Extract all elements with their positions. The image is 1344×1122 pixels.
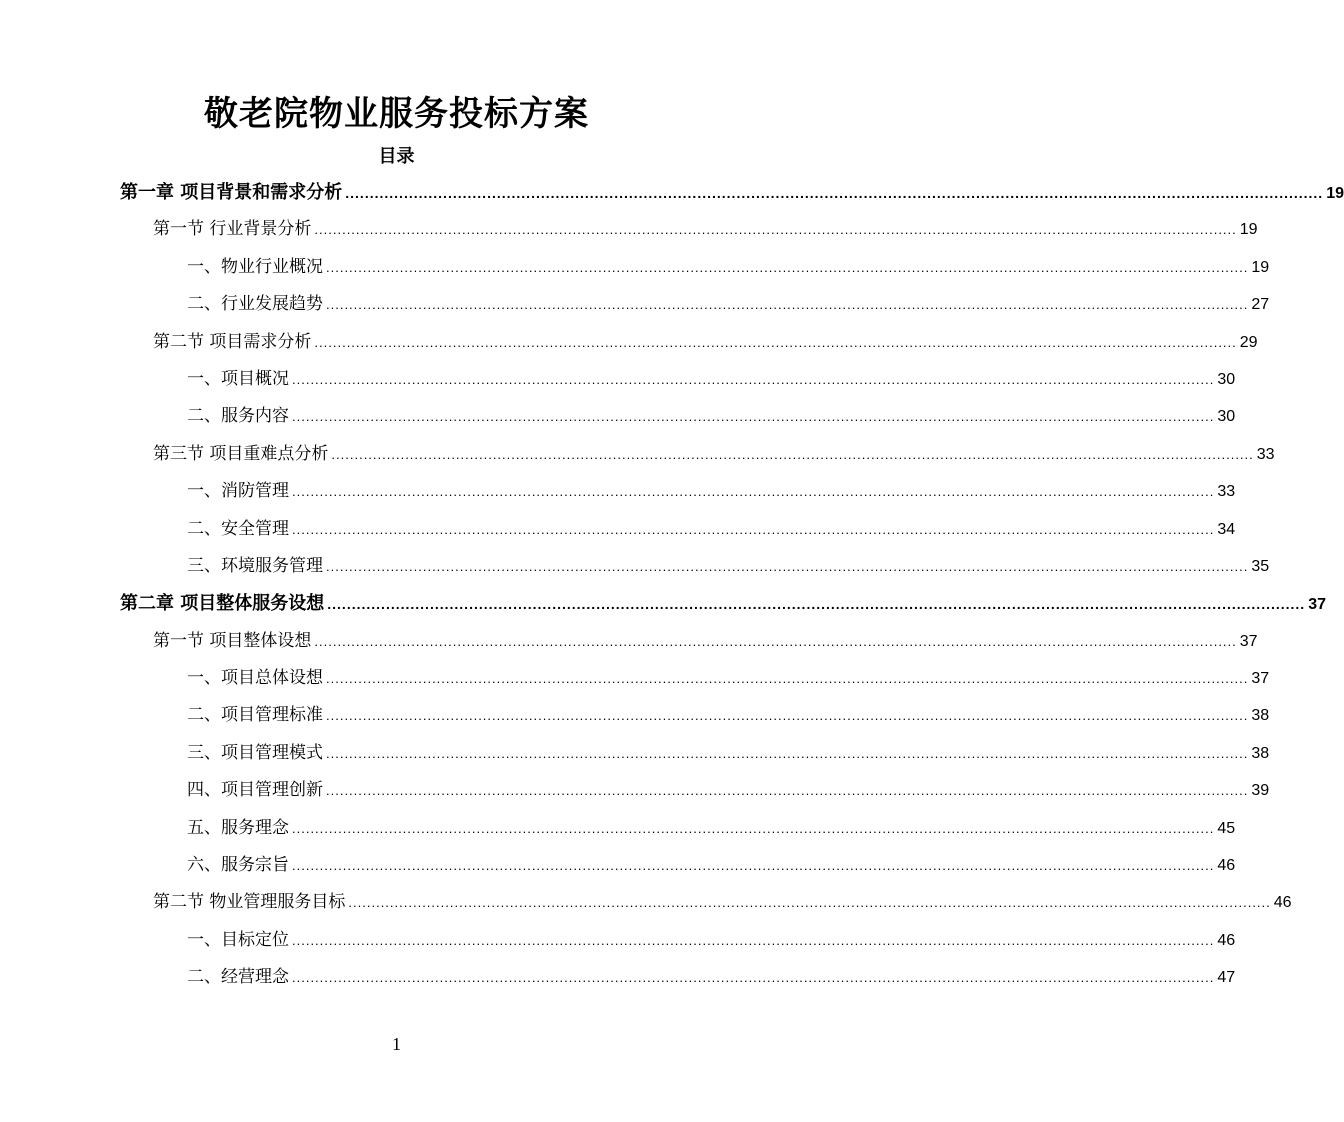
toc-entry-label: 第二章 项目整体服务设想 bbox=[120, 593, 325, 615]
toc-dot-leader: ........................................................................................................................................................................................................ bbox=[292, 970, 1215, 986]
table-of-contents bbox=[0, 174, 1344, 997]
toc-entry-subsection[interactable] bbox=[0, 735, 1270, 772]
toc-dot-leader: ........................................................................................................................................................................................................ bbox=[326, 259, 1249, 275]
toc-page-number: 19 bbox=[1239, 221, 1258, 239]
toc-entry-label: 第三节 项目重难点分析 bbox=[153, 443, 329, 464]
toc-entry-subsection[interactable] bbox=[0, 548, 1270, 585]
toc-page-number: 29 bbox=[1239, 333, 1258, 351]
toc-heading: 目录 bbox=[378, 146, 415, 167]
toc-entry-label: 第二节 项目需求分析 bbox=[153, 331, 312, 352]
toc-dot-leader: ........................................................................................................................................................................................................ bbox=[314, 222, 1237, 238]
toc-page-number: 37 bbox=[1239, 632, 1258, 650]
toc-dot-leader: ........................................................................................................................................................................................................ bbox=[292, 484, 1215, 500]
toc-page-number: 19 bbox=[1251, 258, 1270, 276]
toc-dot-leader: ........................................................................................................................................................................................................ bbox=[292, 521, 1215, 537]
toc-entry-label: 三、项目管理模式 bbox=[187, 742, 323, 763]
toc-entry-label: 二、服务内容 bbox=[187, 406, 289, 427]
toc-page-number: 46 bbox=[1273, 894, 1292, 912]
toc-page-number: 39 bbox=[1251, 782, 1270, 800]
toc-page-number: 19 bbox=[1326, 185, 1344, 202]
toc-entry-subsection[interactable] bbox=[0, 473, 1236, 510]
toc-entry-label: 二、安全管理 bbox=[187, 518, 289, 539]
toc-dot-leader: ........................................................................................................................................................................................................ bbox=[326, 708, 1249, 724]
toc-entry-subsection[interactable] bbox=[0, 398, 1236, 435]
toc-dot-leader: ........................................................................................................................................................................................................ bbox=[345, 185, 1324, 201]
toc-page-number: 38 bbox=[1251, 744, 1270, 762]
toc-entry-subsection[interactable] bbox=[0, 660, 1270, 697]
toc-entry-label: 三、环境服务管理 bbox=[187, 555, 323, 576]
toc-entry-subsection[interactable] bbox=[0, 361, 1236, 398]
toc-entry-label: 一、项目概况 bbox=[187, 368, 289, 389]
toc-page-number: 37 bbox=[1251, 670, 1270, 688]
toc-entry-label: 一、目标定位 bbox=[187, 929, 289, 950]
toc-entry-label: 一、物业行业概况 bbox=[187, 256, 323, 277]
toc-page-number: 30 bbox=[1217, 370, 1236, 388]
toc-entry-label: 第一章 项目背景和需求分析 bbox=[120, 182, 343, 203]
toc-dot-leader: ........................................................................................................................................................................................................ bbox=[326, 297, 1249, 313]
toc-entry-subsection[interactable] bbox=[0, 772, 1270, 809]
toc-page-number: 37 bbox=[1308, 596, 1326, 614]
toc-entry-section[interactable] bbox=[0, 211, 1258, 248]
toc-entry-label: 一、消防管理 bbox=[187, 481, 289, 502]
toc-dot-leader: ........................................................................................................................................................................................................ bbox=[314, 334, 1237, 350]
toc-entry-section[interactable] bbox=[0, 324, 1258, 361]
toc-page-number: 27 bbox=[1251, 296, 1270, 314]
toc-dot-leader: ........................................................................................................................................................................................................ bbox=[292, 409, 1215, 425]
toc-entry-label: 一、项目总体设想 bbox=[187, 668, 323, 689]
toc-page-number: 33 bbox=[1256, 445, 1275, 463]
toc-entry-subsection[interactable] bbox=[0, 847, 1236, 884]
toc-page-number: 46 bbox=[1217, 931, 1236, 949]
toc-entry-chapter[interactable] bbox=[0, 174, 1344, 211]
toc-page-number: 30 bbox=[1217, 408, 1236, 426]
toc-entry-label: 二、行业发展趋势 bbox=[187, 294, 323, 315]
toc-entry-label: 第一节 项目整体设想 bbox=[153, 630, 312, 651]
toc-entry-label: 二、项目管理标准 bbox=[187, 705, 323, 726]
toc-entry-subsection[interactable] bbox=[0, 697, 1270, 734]
toc-dot-leader: ........................................................................................................................................................................................................ bbox=[292, 858, 1215, 874]
toc-entry-subsection[interactable] bbox=[0, 249, 1270, 286]
toc-entry-label: 二、经营理念 bbox=[187, 967, 289, 988]
toc-dot-leader: ........................................................................................................................................................................................................ bbox=[348, 895, 1271, 911]
toc-entry-label: 五、服务理念 bbox=[187, 817, 289, 838]
toc-entry-section[interactable] bbox=[0, 623, 1258, 660]
toc-entry-subsection[interactable] bbox=[0, 286, 1270, 323]
toc-entry-label: 六、服务宗旨 bbox=[187, 855, 289, 876]
toc-entry-subsection[interactable] bbox=[0, 922, 1236, 959]
toc-entry-label: 第一节 行业背景分析 bbox=[153, 219, 312, 240]
toc-entry-section[interactable] bbox=[0, 436, 1275, 473]
toc-dot-leader: ........................................................................................................................................................................................................ bbox=[327, 596, 1306, 613]
document-title: 敬老院物业服务投标方案 bbox=[204, 94, 589, 134]
toc-page-number: 47 bbox=[1217, 969, 1236, 987]
toc-dot-leader: ........................................................................................................................................................................................................ bbox=[292, 820, 1215, 836]
toc-page-number: 35 bbox=[1251, 557, 1270, 575]
toc-entry-section[interactable] bbox=[0, 884, 1292, 921]
toc-entry-subsection[interactable] bbox=[0, 959, 1236, 996]
toc-page-number: 33 bbox=[1217, 483, 1236, 501]
toc-dot-leader: ........................................................................................................................................................................................................ bbox=[331, 446, 1254, 462]
toc-entry-subsection[interactable] bbox=[0, 810, 1236, 847]
toc-entry-label: 第二节 物业管理服务目标 bbox=[153, 892, 346, 913]
toc-dot-leader: ........................................................................................................................................................................................................ bbox=[292, 932, 1215, 948]
toc-dot-leader: ........................................................................................................................................................................................................ bbox=[314, 633, 1237, 649]
toc-dot-leader: ........................................................................................................................................................................................................ bbox=[326, 745, 1249, 761]
toc-page-number: 38 bbox=[1251, 707, 1270, 725]
toc-page-number: 34 bbox=[1217, 520, 1236, 538]
toc-page-number: 46 bbox=[1217, 857, 1236, 875]
toc-dot-leader: ........................................................................................................................................................................................................ bbox=[326, 671, 1249, 687]
toc-entry-label: 四、项目管理创新 bbox=[187, 780, 323, 801]
toc-dot-leader: ........................................................................................................................................................................................................ bbox=[326, 783, 1249, 799]
toc-dot-leader: ........................................................................................................................................................................................................ bbox=[326, 558, 1249, 574]
toc-entry-chapter[interactable] bbox=[0, 585, 1326, 622]
page-number: 1 bbox=[392, 1034, 401, 1054]
toc-page-number: 45 bbox=[1217, 819, 1236, 837]
toc-dot-leader: ........................................................................................................................................................................................................ bbox=[292, 371, 1215, 387]
toc-entry-subsection[interactable] bbox=[0, 511, 1236, 548]
